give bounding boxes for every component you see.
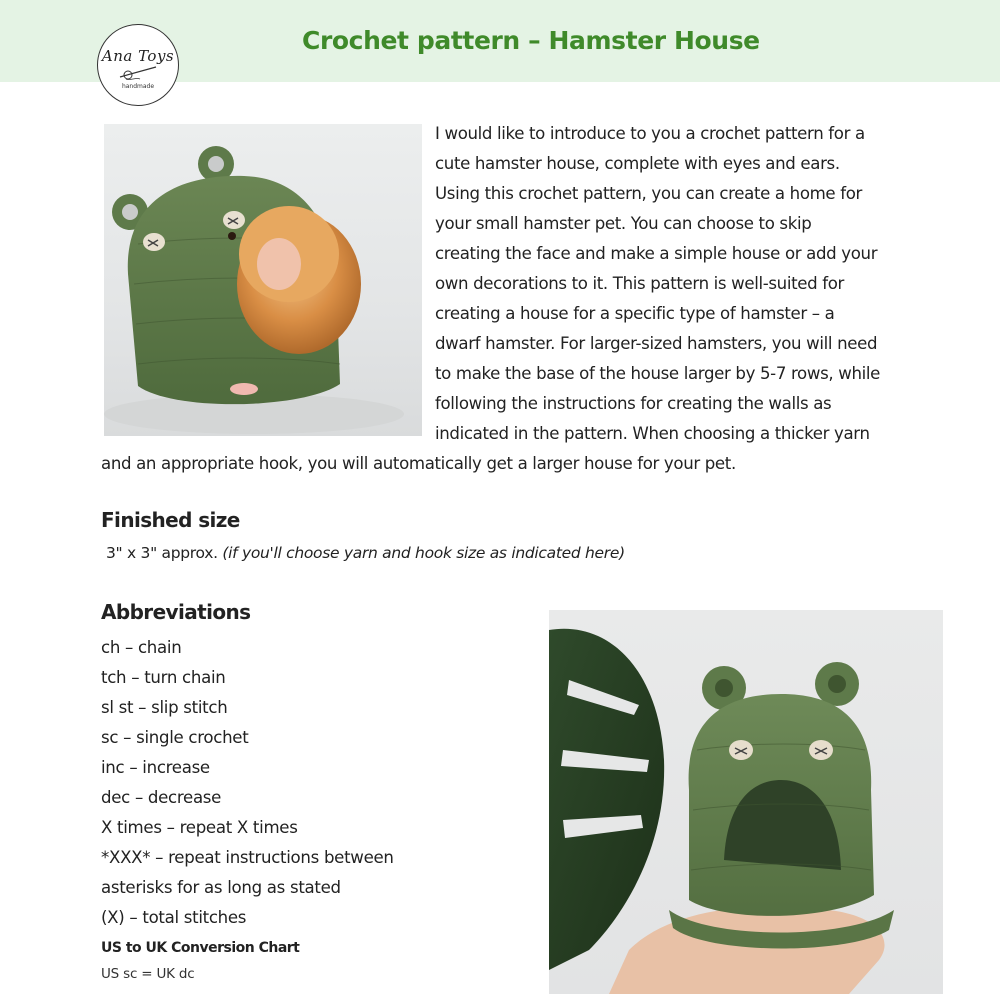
conversion-line: US sc = UK dc [101, 966, 195, 982]
logo-text: Ana Toys [101, 47, 175, 65]
intro-line: your small hamster pet. You can choose to skip [435, 214, 812, 233]
abbreviations-heading: Abbreviations [101, 600, 251, 624]
list-item: dec – decrease [101, 788, 222, 807]
list-item: inc – increase [101, 758, 210, 777]
intro-line: indicated in the pattern. When choosing a thicker yarn [435, 424, 870, 443]
logo-needle-icon [116, 63, 162, 81]
page-title: Crochet pattern – Hamster House [302, 26, 760, 55]
conversion-heading: US to UK Conversion Chart [101, 940, 300, 956]
hamster-house-photo [104, 124, 422, 436]
finished-size-value [106, 544, 625, 562]
intro-line: Using this crochet pattern, you can create a home for [435, 184, 862, 203]
intro-line: cute hamster house, complete with eyes and ears. [435, 154, 840, 173]
intro-paragraph [435, 119, 925, 449]
list-item: *XXX* – repeat instructions between [101, 848, 394, 867]
list-item: sl st – slip stitch [101, 698, 228, 717]
logo-subtext: handmade [121, 83, 155, 90]
list-item: sc – single crochet [101, 728, 249, 747]
intro-line: to make the base of the house larger by 5-7 rows, while [435, 364, 880, 383]
list-item: (X) – total stitches [101, 908, 247, 927]
finished-size-heading: Finished size [101, 508, 240, 532]
brand-logo [97, 24, 179, 106]
abbreviations-list [101, 633, 541, 933]
intro-line: creating the face and make a simple house or add your [435, 244, 878, 263]
intro-line: I would like to introduce to you a crochet pattern for a [435, 124, 865, 143]
list-item: X times – repeat X times [101, 818, 298, 837]
intro-line: creating a house for a specific type of hamster – a [435, 304, 835, 323]
intro-line: dwarf hamster. For larger-sized hamsters, you will need [435, 334, 878, 353]
list-item: ch – chain [101, 638, 182, 657]
house-in-hand-photo [549, 610, 943, 994]
intro-line: following the instructions for creating the walls as [435, 394, 832, 413]
size-note: (if you'll choose yarn and hook size as indicated here) [222, 544, 625, 562]
intro-tail-line: and an appropriate hook, you will automatically get a larger house for your pet. [101, 454, 736, 473]
list-item: asterisks for as long as stated [101, 878, 341, 897]
intro-line: own decorations to it. This pattern is well-suited for [435, 274, 844, 293]
size-text: 3" x 3" approx. [106, 544, 218, 562]
list-item: tch – turn chain [101, 668, 226, 687]
